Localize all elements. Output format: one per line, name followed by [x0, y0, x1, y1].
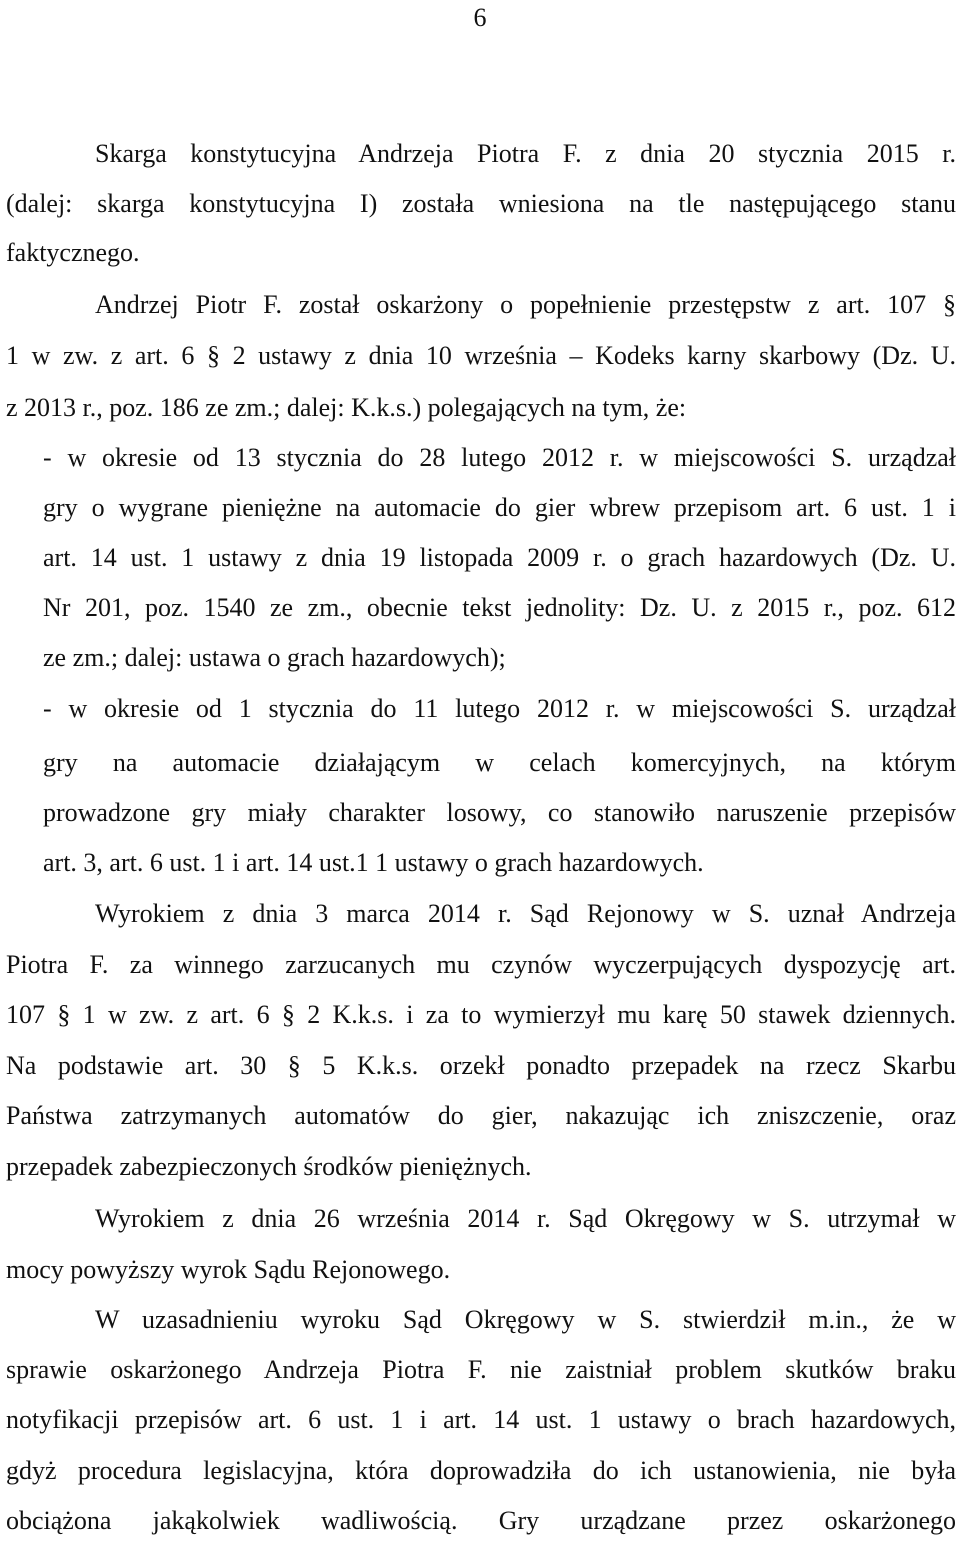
text-line: Piotra F. za winnego zarzucanych mu czynów wyczerpujących dyspozycję art. [6, 950, 956, 979]
page-number: 6 [473, 3, 487, 32]
text-line: notyfikacji przepisów art. 6 ust. 1 i art. 14 ust. 1 ustawy o brach hazardowych, [6, 1405, 956, 1434]
text-line: gdyż procedura legislacyjna, która doprowadziła do ich ustanowienia, nie była [6, 1456, 956, 1485]
text-line: gry na automacie działającym w celach komercyjnych, na którym [43, 748, 956, 777]
text-line: Wyrokiem z dnia 26 września 2014 r. Sąd Okręgowy w S. utrzymał w [95, 1204, 956, 1233]
text-line: W uzasadnieniu wyroku Sąd Okręgowy w S. stwierdził m.in., że w [95, 1305, 956, 1334]
text-line: art. 3, art. 6 ust. 1 i art. 14 ust.1 1 ustawy o grach hazardowych. [43, 848, 704, 877]
text-line: z 2013 r., poz. 186 ze zm.; dalej: K.k.s.) polegających na tym, że: [6, 393, 687, 422]
text-line: ze zm.; dalej: ustawa o grach hazardowych); [43, 643, 506, 672]
text-line: obciążona jakąkolwiek wadliwością. Gry urządzane przez oskarżonego [6, 1506, 956, 1535]
text-line: prowadzone gry miały charakter losowy, co stanowiło naruszenie przepisów [43, 798, 956, 827]
text-line: Państwa zatrzymanych automatów do gier, nakazując ich zniszczenie, oraz [6, 1101, 956, 1130]
text-line: Andrzej Piotr F. został oskarżony o popełnienie przestępstw z art. 107 § [95, 290, 956, 319]
text-line: (dalej: skarga konstytucyjna I) została wniesiona na tle następującego stanu [6, 189, 956, 218]
text-line: 107 § 1 w zw. z art. 6 § 2 K.k.s. i za to wymierzył mu karę 50 stawek dziennych. [6, 1000, 956, 1029]
text-line: Na podstawie art. 30 § 5 K.k.s. orzekł ponadto przepadek na rzecz Skarbu [6, 1051, 956, 1080]
text-line: Skarga konstytucyjna Andrzeja Piotra F. z dnia 20 stycznia 2015 r. [95, 139, 956, 168]
text-line: - w okresie od 13 stycznia do 28 lutego 2012 r. w miejscowości S. urządzał [43, 443, 956, 472]
text-line: przepadek zabezpieczonych środków pieniężnych. [6, 1152, 532, 1181]
text-line: art. 14 ust. 1 ustawy z dnia 19 listopada 2009 r. o grach hazardowych (Dz. U. [43, 543, 956, 572]
text-line: gry o wygrane pieniężne na automacie do gier wbrew przepisom art. 6 ust. 1 i [43, 493, 956, 522]
text-line: Wyrokiem z dnia 3 marca 2014 r. Sąd Rejonowy w S. uznał Andrzeja [95, 899, 956, 928]
text-line: sprawie oskarżonego Andrzeja Piotra F. nie zaistniał problem skutków braku [6, 1355, 956, 1384]
text-line: faktycznego. [6, 238, 140, 267]
text-line: mocy powyższy wyrok Sądu Rejonowego. [6, 1255, 451, 1284]
text-line: Nr 201, poz. 1540 ze zm., obecnie tekst jednolity: Dz. U. z 2015 r., poz. 612 [43, 593, 956, 622]
text-line: 1 w zw. z art. 6 § 2 ustawy z dnia 10 września – Kodeks karny skarbowy (Dz. U. [6, 341, 956, 370]
text-line: - w okresie od 1 stycznia do 11 lutego 2012 r. w miejscowości S. urządzał [43, 694, 956, 723]
